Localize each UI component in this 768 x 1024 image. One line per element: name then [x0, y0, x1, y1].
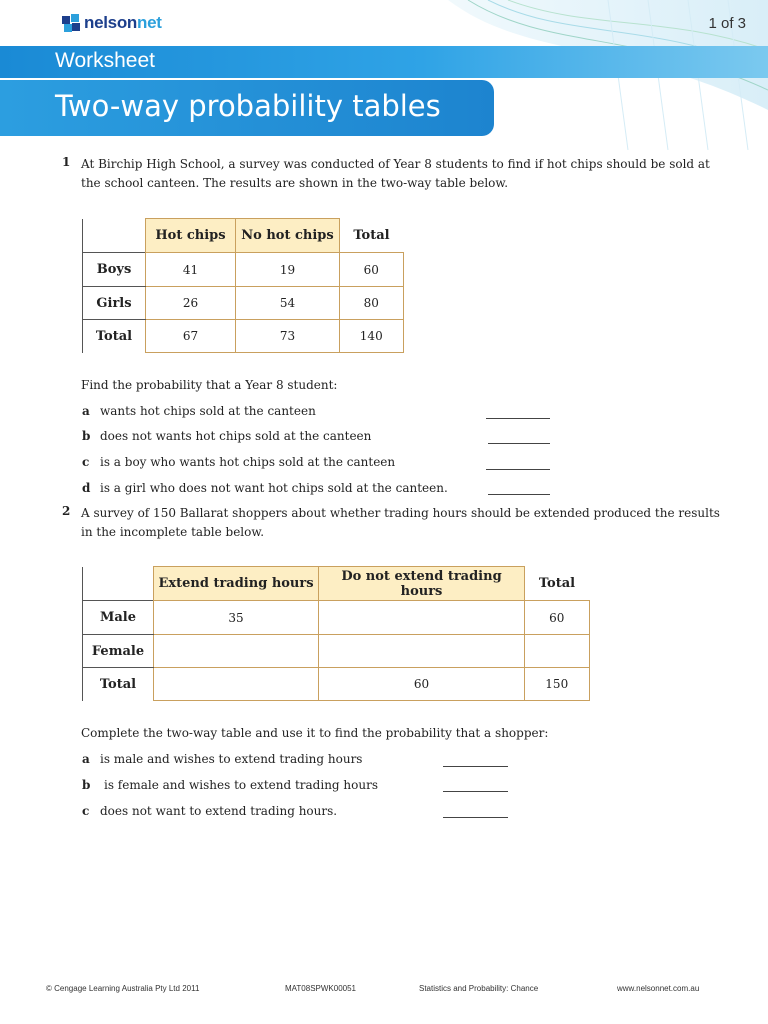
- question-1-prompt: Find the probability that a Year 8 student:: [81, 378, 338, 392]
- table-1-cell: 73: [236, 320, 340, 353]
- part-text: does not want to extend trading hours.: [100, 804, 338, 818]
- part-letter: b: [82, 778, 91, 792]
- question-2-prompt: Complete the two-way table and use it to find the probability that a shopper:: [81, 726, 549, 740]
- table-2-row-label: Female: [83, 635, 154, 668]
- table-1-cell: 80: [340, 287, 404, 320]
- part-text: is a girl who does not want hot chips sold at the canteen.: [100, 481, 448, 495]
- table-1-row-label: Total: [83, 320, 146, 353]
- table-2-cell: [154, 668, 319, 701]
- table-1-header: Total: [353, 227, 390, 243]
- table-2-header: Total: [538, 575, 576, 591]
- worksheet-band: [0, 46, 768, 78]
- table-2-cell: [154, 635, 319, 668]
- page-title: Two-way probability tables: [55, 89, 441, 123]
- table-2-cell: [525, 635, 590, 668]
- question-2-text: [81, 504, 741, 542]
- table-2-header: Do not extend trading hours: [319, 567, 525, 601]
- answer-line: [443, 817, 508, 818]
- table-2-cell: 60: [525, 601, 590, 635]
- footer-strand: Statistics and Probability: Chance: [419, 984, 539, 993]
- part-letter: b: [82, 429, 91, 443]
- table-2-row-label: Total: [83, 668, 154, 701]
- nelsonnet-logo: [62, 13, 162, 33]
- part-text: is male and wishes to extend trading hours: [100, 752, 363, 766]
- table-1-row-label: Girls: [83, 287, 146, 320]
- question-1-line-1: At Birchip High School, a survey was conducted of Year 8 students to find if hot chips should be sold at: [81, 157, 710, 171]
- footer-url[interactable]: www.nelsonnet.com.au: [617, 984, 700, 993]
- table-1-row-label: Boys: [83, 253, 146, 287]
- table-2-cell: 35: [154, 601, 319, 635]
- table-1-cell: 67: [146, 320, 236, 353]
- table-1-corner: [83, 219, 146, 253]
- answer-line: [488, 443, 550, 444]
- title-band: [0, 80, 494, 136]
- part-letter: a: [82, 752, 90, 766]
- part-text: does not wants hot chips sold at the canteen: [100, 429, 372, 443]
- question-2-number: 2: [62, 504, 71, 518]
- table-2-cell: 150: [525, 668, 590, 701]
- question-2-line-1: A survey of 150 Ballarat shoppers about whether trading hours should be extended produced the results: [81, 506, 720, 520]
- answer-line: [486, 418, 550, 419]
- table-1-cell: 140: [340, 320, 404, 353]
- logo-icon: [62, 14, 80, 32]
- footer-copyright: © Cengage Learning Australia Pty Ltd 2011: [46, 984, 200, 993]
- part-text: is female and wishes to extend trading hours: [104, 778, 379, 792]
- part-letter: c: [82, 455, 90, 469]
- table-1-cell: 41: [146, 253, 236, 287]
- part-letter: a: [82, 404, 90, 418]
- footer-code: MAT08SPWK00051: [285, 984, 356, 993]
- answer-line: [486, 469, 550, 470]
- part-letter: c: [82, 804, 90, 818]
- part-letter: d: [82, 481, 91, 495]
- table-2-cell: 60: [319, 668, 525, 701]
- question-1-line-2: the school canteen. The results are shown in the two-way table below.: [81, 176, 509, 190]
- table-1-header: No hot chips: [236, 219, 340, 253]
- answer-line: [443, 791, 508, 792]
- question-2-line-2: in the incomplete table below.: [81, 525, 265, 539]
- logo-text: nelsonnet: [84, 13, 162, 32]
- question-1-text: [81, 155, 721, 193]
- table-2-cell: [319, 601, 525, 635]
- table-2-header: Extend trading hours: [154, 567, 319, 601]
- table-2-corner: [83, 567, 154, 601]
- answer-line: [443, 766, 508, 767]
- table-1-cell: 19: [236, 253, 340, 287]
- worksheet-label: Worksheet: [55, 49, 155, 72]
- table-1-header: Hot chips: [146, 219, 236, 253]
- page-number: 1 of 3: [708, 15, 746, 32]
- table-1-cell: 60: [340, 253, 404, 287]
- part-text: wants hot chips sold at the canteen: [100, 404, 316, 418]
- answer-line: [488, 494, 550, 495]
- question-1-number: 1: [62, 155, 71, 169]
- table-2: [82, 566, 590, 701]
- table-2-row-label: Male: [83, 601, 154, 635]
- table-1-cell: 54: [236, 287, 340, 320]
- table-1: [82, 218, 404, 353]
- table-2-cell: [319, 635, 525, 668]
- part-text: is a boy who wants hot chips sold at the canteen: [100, 455, 396, 469]
- table-1-cell: 26: [146, 287, 236, 320]
